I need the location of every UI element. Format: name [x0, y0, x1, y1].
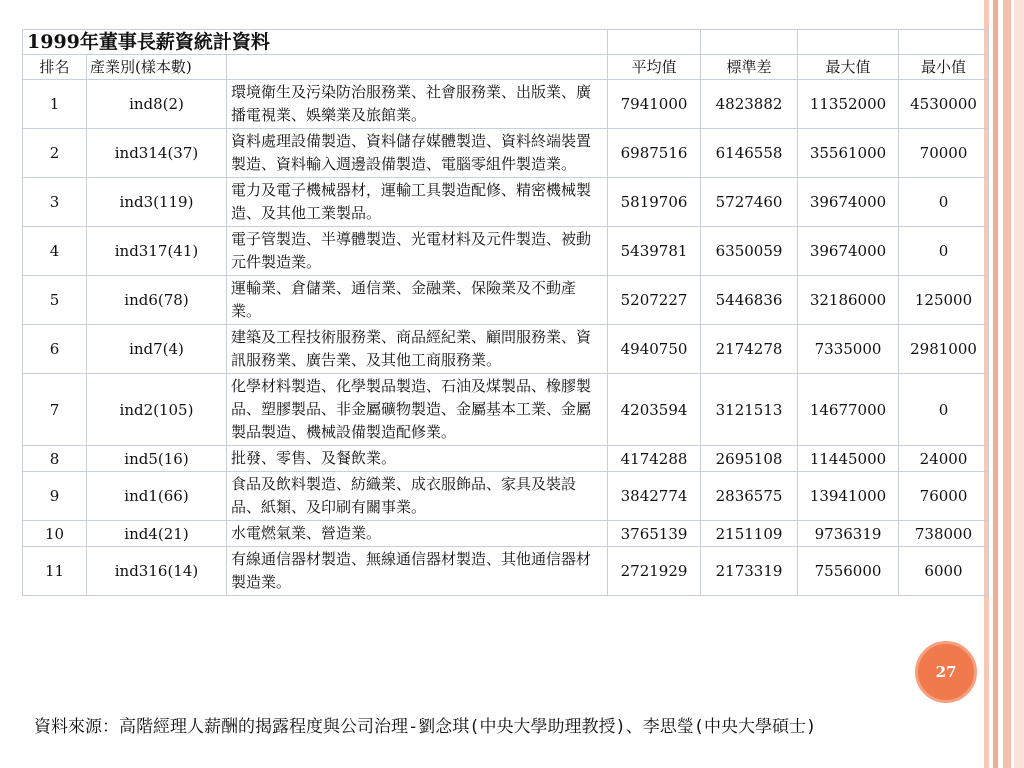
cell-max: 14677000 — [798, 374, 899, 446]
cell-industry: 化學材料製造、化學製品製造、石油及煤製品、橡膠製品、塑膠製品、非金屬礦物製造、金屬基本工業、金屬製品製造、機械設備製造配修業。 — [227, 374, 608, 446]
decorative-stripes — [984, 0, 1024, 768]
table-row — [23, 325, 989, 374]
stripe — [993, 0, 998, 768]
header-row — [23, 55, 989, 80]
cell-min: 0 — [899, 374, 989, 446]
cell-max: 11445000 — [798, 446, 899, 472]
cell-industry: 食品及飲料製造、紡織業、成衣服飾品、家具及裝設品、紙類、及印刷有關事業。 — [227, 472, 608, 521]
table-row — [23, 129, 989, 178]
salary-table — [22, 29, 989, 596]
cell-std: 6350059 — [701, 227, 798, 276]
cell-max: 9736319 — [798, 521, 899, 547]
cell-code: ind6(78) — [87, 276, 227, 325]
cell-min: 125000 — [899, 276, 989, 325]
cell-std: 3121513 — [701, 374, 798, 446]
cell-code: ind1(66) — [87, 472, 227, 521]
cell-rank: 3 — [23, 178, 87, 227]
header-mean: 平均值 — [608, 55, 701, 80]
cell-industry: 建築及工程技術服務業、商品經紀業、顧問服務業、資訊服務業、廣告業、及其他工商服務業。 — [227, 325, 608, 374]
cell-mean: 4174288 — [608, 446, 701, 472]
table-row — [23, 80, 989, 129]
cell-mean: 2721929 — [608, 547, 701, 596]
cell-industry: 資料處理設備製造、資料儲存媒體製造、資料終端裝置製造、資料輸入週邊設備製造、電腦零組件製造業。 — [227, 129, 608, 178]
stripe — [1003, 0, 1011, 768]
cell-rank: 5 — [23, 276, 87, 325]
cell-mean: 4940750 — [608, 325, 701, 374]
cell-rank: 9 — [23, 472, 87, 521]
table-row — [23, 547, 989, 596]
cell-rank: 1 — [23, 80, 87, 129]
source-note: 資料來源：高階經理人薪酬的揭露程度與公司治理-劉念琪(中央大學助理教授)、李思瑩(中央大學碩士) — [34, 717, 817, 737]
cell-std: 6146558 — [701, 129, 798, 178]
cell-mean: 7941000 — [608, 80, 701, 129]
cell-industry: 電力及電子機械器材，運輸工具製造配修、精密機械製造、及其他工業製品。 — [227, 178, 608, 227]
cell-mean: 3765139 — [608, 521, 701, 547]
cell-mean: 5207227 — [608, 276, 701, 325]
cell-min: 738000 — [899, 521, 989, 547]
cell-std: 2174278 — [701, 325, 798, 374]
cell-industry: 有線通信器材製造、無線通信器材製造、其他通信器材製造業。 — [227, 547, 608, 596]
cell-rank: 4 — [23, 227, 87, 276]
cell-max: 32186000 — [798, 276, 899, 325]
table-row — [23, 276, 989, 325]
cell-std: 5446836 — [701, 276, 798, 325]
cell-std: 2173319 — [701, 547, 798, 596]
header-std: 標準差 — [701, 55, 798, 80]
cell-code: ind8(2) — [87, 80, 227, 129]
table-row — [23, 374, 989, 446]
header-industry: 產業別(樣本數) — [87, 55, 227, 80]
header-rank: 排名 — [23, 55, 87, 80]
cell-std: 2151109 — [701, 521, 798, 547]
cell-code: ind2(105) — [87, 374, 227, 446]
cell-min: 0 — [899, 227, 989, 276]
cell-min: 0 — [899, 178, 989, 227]
cell-max: 35561000 — [798, 129, 899, 178]
cell-max: 7556000 — [798, 547, 899, 596]
cell-min: 76000 — [899, 472, 989, 521]
cell-max: 11352000 — [798, 80, 899, 129]
cell-code: ind5(16) — [87, 446, 227, 472]
cell-max: 39674000 — [798, 178, 899, 227]
cell-max: 7335000 — [798, 325, 899, 374]
table-row — [23, 446, 989, 472]
cell-min: 2981000 — [899, 325, 989, 374]
cell-industry: 批發、零售、及餐飲業。 — [227, 446, 608, 472]
cell-code: ind4(21) — [87, 521, 227, 547]
cell-code: ind7(4) — [87, 325, 227, 374]
cell-industry: 電子管製造、半導體製造、光電材料及元件製造、被動元件製造業。 — [227, 227, 608, 276]
cell-max: 13941000 — [798, 472, 899, 521]
table-row — [23, 472, 989, 521]
cell-max: 39674000 — [798, 227, 899, 276]
cell-std: 2836575 — [701, 472, 798, 521]
cell-min: 6000 — [899, 547, 989, 596]
cell-mean: 3842774 — [608, 472, 701, 521]
table-row — [23, 227, 989, 276]
cell-min: 4530000 — [899, 80, 989, 129]
cell-rank: 2 — [23, 129, 87, 178]
cell-mean: 5819706 — [608, 178, 701, 227]
cell-mean: 5439781 — [608, 227, 701, 276]
cell-std: 4823882 — [701, 80, 798, 129]
cell-rank: 7 — [23, 374, 87, 446]
cell-min: 70000 — [899, 129, 989, 178]
cell-code: ind3(119) — [87, 178, 227, 227]
header-min: 最小值 — [899, 55, 989, 80]
cell-mean: 4203594 — [608, 374, 701, 446]
page-number-badge: 27 — [915, 641, 977, 703]
table-row — [23, 521, 989, 547]
cell-code: ind314(37) — [87, 129, 227, 178]
cell-rank: 6 — [23, 325, 87, 374]
cell-std: 2695108 — [701, 446, 798, 472]
header-max: 最大值 — [798, 55, 899, 80]
cell-industry: 水電燃氣業、營造業。 — [227, 521, 608, 547]
cell-min: 24000 — [899, 446, 989, 472]
stripe — [1014, 0, 1024, 768]
table-title: 1999年董事長薪資統計資料 — [23, 30, 608, 55]
cell-code: ind316(14) — [87, 547, 227, 596]
cell-industry: 環境衛生及污染防治服務業、社會服務業、出版業、廣播電視業、娛樂業及旅館業。 — [227, 80, 608, 129]
cell-industry: 運輸業、倉儲業、通信業、金融業、保險業及不動產業。 — [227, 276, 608, 325]
cell-code: ind317(41) — [87, 227, 227, 276]
cell-mean: 6987516 — [608, 129, 701, 178]
cell-rank: 11 — [23, 547, 87, 596]
cell-rank: 8 — [23, 446, 87, 472]
cell-rank: 10 — [23, 521, 87, 547]
table-row — [23, 178, 989, 227]
title-row — [23, 30, 989, 55]
cell-std: 5727460 — [701, 178, 798, 227]
